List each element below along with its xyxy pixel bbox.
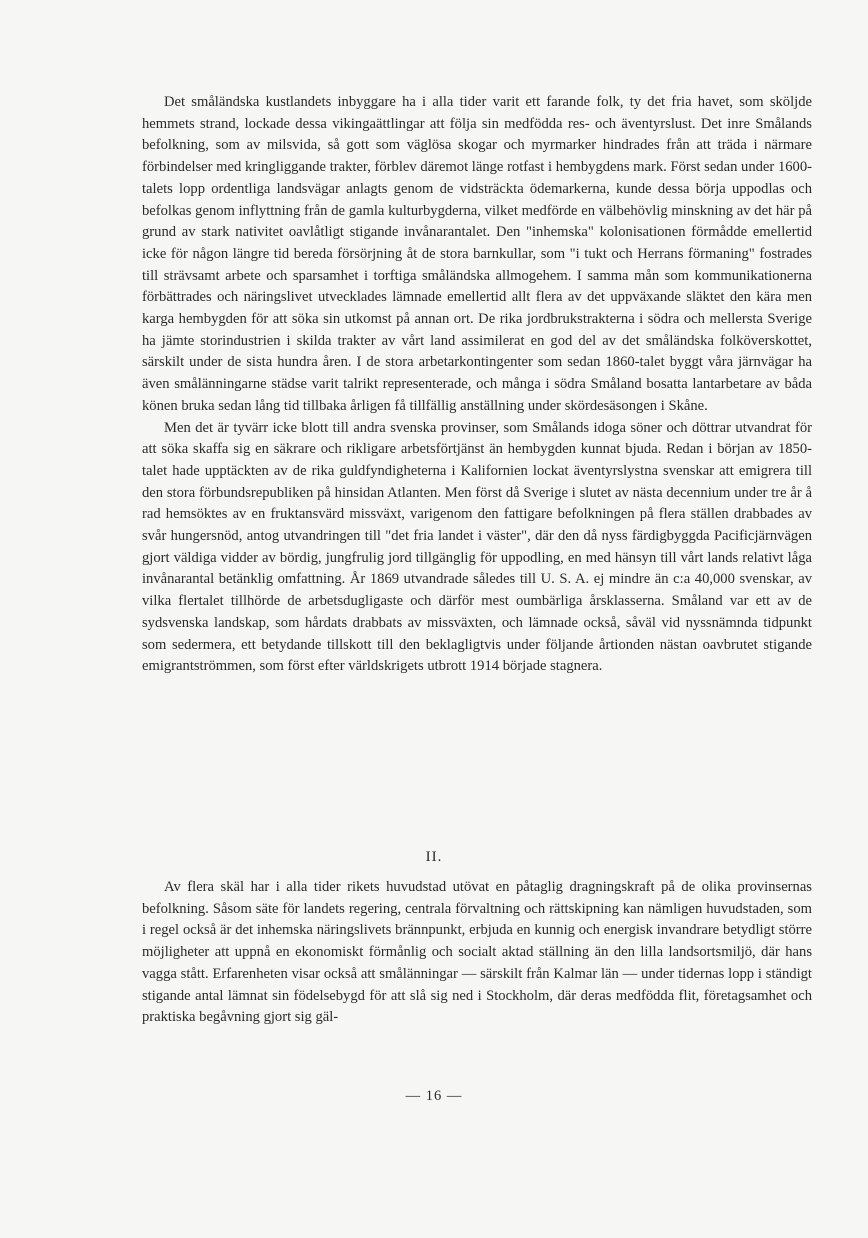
section-heading: II. (425, 849, 443, 865)
paragraph-3: Av flera skäl har i alla tider rikets huvudstad utövat en påtaglig dragningskraft på de olika provinsernas befolkning. Såsom säte för landets regering, centrala förvaltning och rättskipning kan nämligen huvudstaden, som i regel också är det inhemska näringslivets brännpunkt, erbjuda en kunnig och energisk invandrare betydligt större möjligheter att uppnå en ekonomiskt förmånlig och socialt aktad ställning än den lilla landsortsmiljö, där hans vagga stått. Erfarenheten visar också att smålänningar — särskilt från Kalmar län — under tidernas lopp i ständigt stigande antal lämnat sin födelsebygd för att slå sig ned i Stockholm, där deras medfödda flit, företagsamhet och praktiska begåvning gjort sig gäl- (142, 879, 812, 1026)
section-one-text (142, 92, 812, 678)
paragraph-1: Det småländska kustlandets inbyggare ha i alla tider varit ett farande folk, ty det fria havet, som sköljde hemmets strand, lockade dessa vikingaättlingar att följa sin medfödda res- och äventyrslust. Det inre Smålands befolkning, som av milsvida, så gott som väglösa skogar och myrmarker hindrades från att träda i närmare förbindelser med kringliggande trakter, förblev däremot länge rotfast i hembygdens mark. Först sedan under 1600-talets lopp ordentliga landsvägar anlagts genom de vidsträckta ödemarkerna, kunde dessa börja uppodlas och befolkas genom inflyttning från de gamla kulturbygderna, vilket medförde en välbehövlig minskning av det här på grund av stark nativitet oavlåtligt stigande invånarantalet. Den "inhemska" kolonisationen förmådde emellertid icke för någon längre tid bereda försörjning åt de stora barnkullar, som "i tukt och Herrans förmaning" fostrades till strävsamt arbete och sparsamhet i torftiga småländska allmogehem. I samma mån som kommunikationerna förbättrades och näringslivet utvecklades lämnade emellertid allt flera av det uppväxande släktet den kära men karga hembygden för att söka sin utkomst på annan ort. De rika jordbrukstrakterna i södra och mellersta Sverige ha jämte storindustrien i skilda trakter av vårt land assimilerat en god del av det småländska folköverskottet, särskilt under de sista hundra åren. I de stora arbetarkontingenter som sedan 1860-talet byggt våra järnvägar ha även smålänningarne städse varit talrikt representerade, och många i södra Småland bosatta lantarbetare av båda könen bruka sedan lång tid tillbaka årligen få tillfällig anställning under skördesäsongen i Skåne. (142, 94, 812, 414)
paragraph-2: Men det är tyvärr icke blott till andra svenska provinser, som Smålands idoga söner och döttrar utvandrat för att söka skaffa sig en säkrare och rikligare arbetsförtjänst än hembygden kunnat bjuda. Redan i början av 1850-talet hade upptäckten av de rika guldfyndigheterna i Kalifornien lockat äventyrslystna svenskar att emigrera till den stora förbundsrepubliken på hinsidan Atlanten. Men först då Sverige i slutet av nästa decennium under tre år å rad hemsöktes av en fruktansvärd missväxt, varigenom den fattigare befolkningen på flera ställen drabbades av svår hungersnöd, antog utvandringen till "det fria landet i väster", där den då nyss färdigbyggda Pacificjärnvägen gjort väldiga vidder av bördig, jungfrulig jord tillgänglig för uppodling, en med hänsyn till vårt lands relativt låga invånarantal betänklig omfattning. År 1869 utvandrade således till U. S. A. ej mindre än c:a 40,000 svenskar, av vilka flertalet tillhörde de arbetsdugligaste och därför mest oumbärliga årsklasserna. Småland var ett av de sydsvenska landskap, som hårdats drabbats av missväxten, och lämnade också, såväl vid nyssnämnda tidpunkt som sedermera, ett betydande tillskott till den beklagligtvis under följande årtionden nästan oavbrutet stigande emigrantströmmen, som först efter världskrigets utbrott 1914 började stagnera. (142, 419, 812, 675)
section-two-text (142, 877, 812, 1029)
page-number: — 16 — (405, 1088, 463, 1104)
